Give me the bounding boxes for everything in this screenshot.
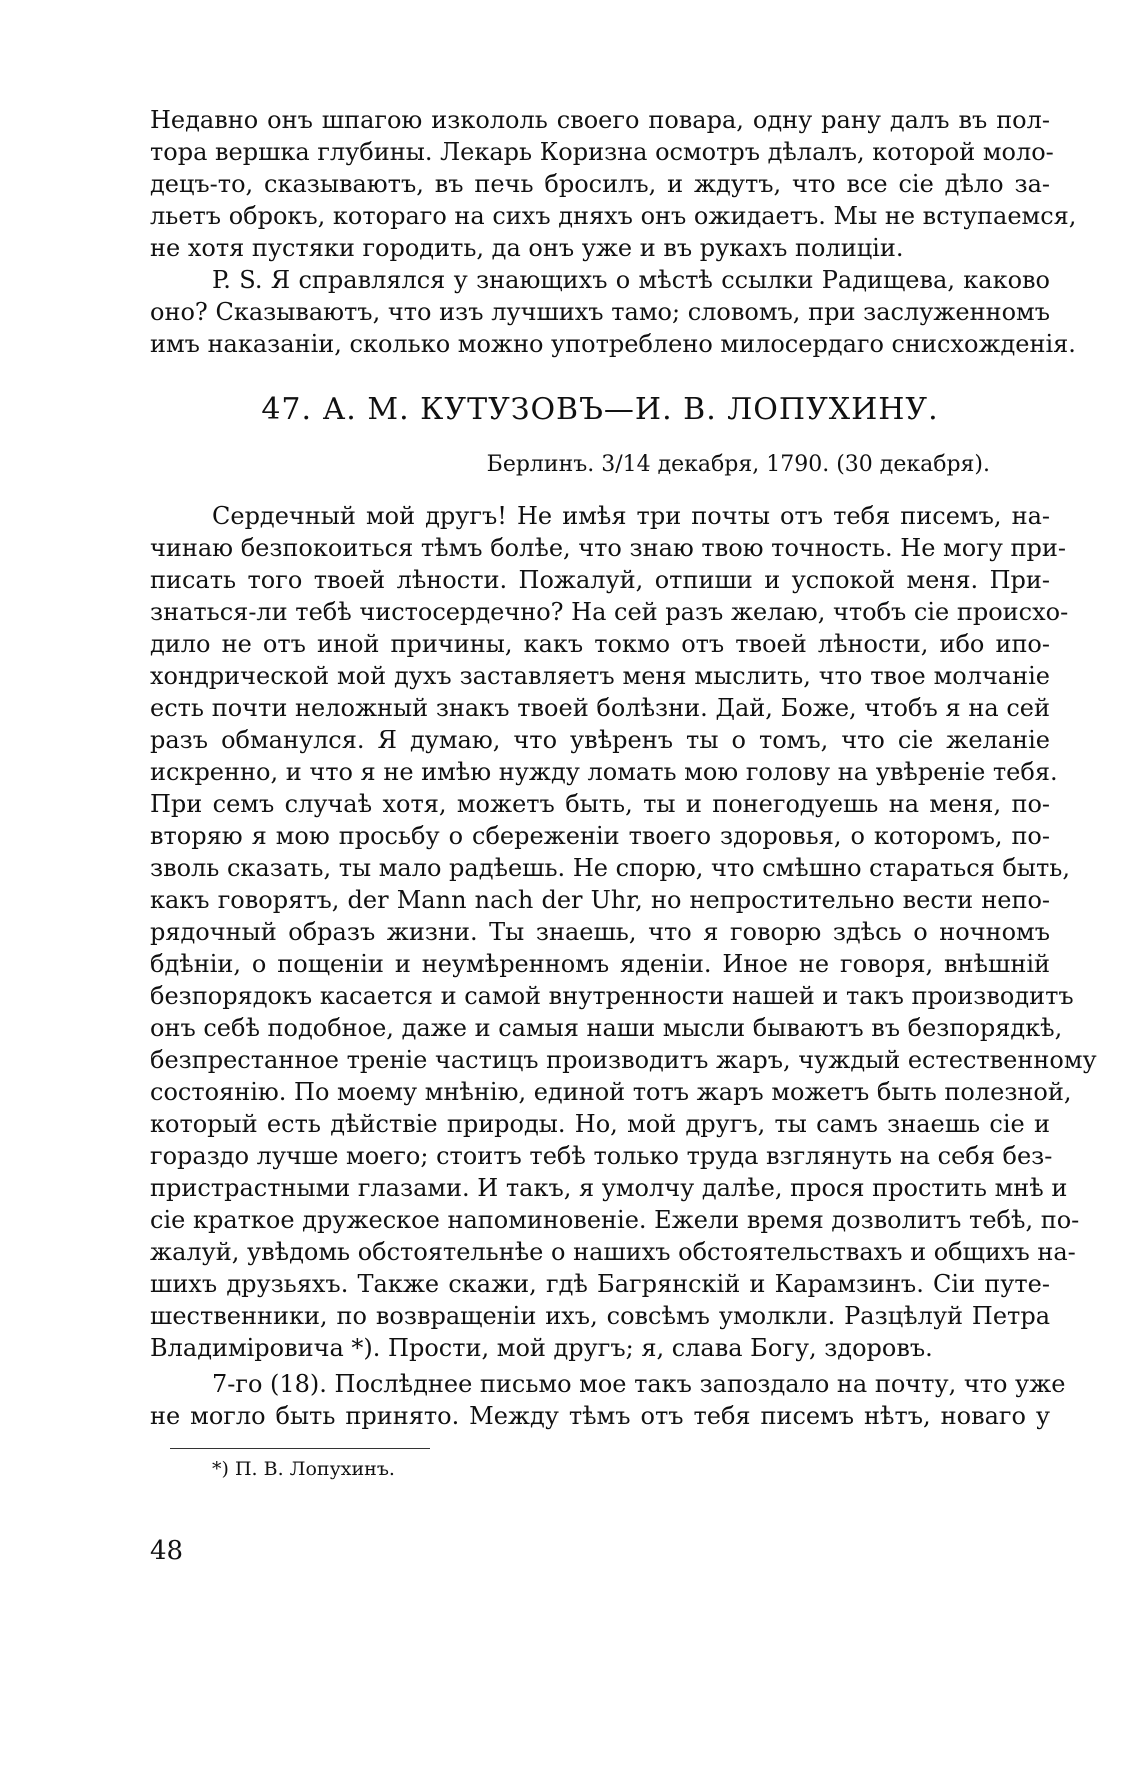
text-line: который есть дѣйствіе природы. Но, мой другъ, ты самъ знаешь сіе и bbox=[150, 1110, 1050, 1138]
text-line: 7-го (18). Послѣднее письмо мое такъ запоздало на почту, что уже bbox=[212, 1370, 1066, 1398]
text-line: Сердечный мой другъ! Не имѣя три почты отъ тебя писемъ, на- bbox=[212, 502, 1050, 530]
text-line: гораздо лучше моего; стоитъ тебѣ только труда взглянуть на себя без- bbox=[150, 1142, 1053, 1170]
text-line: вторяю я мою просьбу о сбереженіи твоего здоровья, о которомъ, по- bbox=[150, 822, 1050, 850]
text-line: тора вершка глубины. Лекарь Коризна осмотръ дѣлалъ, которой моло- bbox=[150, 138, 1054, 166]
text-line: безпорядокъ касается и самой внутренности нашей и такъ производитъ bbox=[150, 982, 1074, 1010]
text-line: бдѣніи, о пощеніи и неумѣренномъ ядeніи. Иное не говоря, внѣшній bbox=[150, 950, 1050, 978]
text-line: Владиміровича *). Прости, мой другъ; я, слава Богу, здоровъ. bbox=[150, 1334, 933, 1362]
text-line: искренно, и что я не имѣю нужду ломать мою голову на увѣреніе тебя. bbox=[150, 758, 1058, 786]
text-line: знаться-ли тебѣ чистосердечно? На сей разъ желаю, чтобъ сіе происхо- bbox=[150, 598, 1069, 626]
text-line: шественники, по возвращеніи ихъ, совсѣмъ умолкли. Разцѣлуй Петра bbox=[150, 1302, 1050, 1330]
text-line: онъ себѣ подобное, даже и самыя наши мысли бываютъ въ безпорядкѣ, bbox=[150, 1014, 1063, 1042]
text-line: разъ обманулся. Я думаю, что увѣренъ ты о томъ, что сіе желаніе bbox=[150, 726, 1050, 754]
text-line: льетъ оброкъ, котораго на сихъ дняхъ онъ ожидаетъ. Мы не вступаемся, bbox=[150, 202, 1077, 230]
text-line: рядочный образъ жизни. Ты знаешь, что я говорю здѣсь о ночномъ bbox=[150, 918, 1050, 946]
text-line: P. S. Я справлялся у знающихъ о мѣстѣ ссылки Радищева, каково bbox=[212, 266, 1050, 294]
page-number: 48 bbox=[150, 1536, 184, 1566]
letter-heading: 47. А. М. КУТУЗОВЪ—И. В. ЛОПУХИНУ. bbox=[261, 392, 939, 427]
text-line: не могло быть принято. Между тѣмъ отъ тебя писемъ нѣтъ, новаго у bbox=[150, 1402, 1050, 1430]
text-line: Недавно онъ шпагою изкололь своего повара, одну рану далъ въ пол- bbox=[150, 106, 1050, 134]
text-line: шихъ друзьяхъ. Также скажи, гдѣ Багрянскій и Карамзинъ. Сіи путе- bbox=[150, 1270, 1050, 1298]
text-line: оно? Сказываютъ, что изъ лучшихъ тамо; словомъ, при заслуженномъ bbox=[150, 298, 1050, 326]
text-line: сіе краткое дружеское напоминовеніе. Ежели время дозволитъ тебѣ, по- bbox=[150, 1206, 1080, 1234]
letter-dateline: Берлинъ. 3/14 декабря, 1790. (30 декабря). bbox=[486, 452, 990, 477]
text-line: зволь сказать, ты мало радѣешь. Не спорю, что смѣшно стараться быть, bbox=[150, 854, 1070, 882]
text-line: жалуй, увѣдомь обстоятельнѣе о нашихъ обстоятельствахъ и общихъ на- bbox=[150, 1238, 1076, 1266]
text-line: писать того твоей лѣности. Пожалуй, отпиши и успокой меня. При- bbox=[150, 566, 1050, 594]
text-line: чинаю безпокоиться тѣмъ болѣе, что знаю твою точность. Не могу при- bbox=[150, 534, 1066, 562]
text-line: состоянію. По моему мнѣнію, единой тотъ жаръ можетъ быть полезной, bbox=[150, 1078, 1072, 1106]
text-line: какъ говорятъ, der Mann nach der Uhr, но непростительно вести непо- bbox=[150, 886, 1050, 914]
text-line: децъ-то, сказываютъ, въ печь бросилъ, и ждутъ, что все сіе дѣло за- bbox=[150, 170, 1050, 198]
footnote-rule bbox=[170, 1448, 430, 1449]
text-line: есть почти неложный знакъ твоей болѣзни. Дай, Боже, чтобъ я на сей bbox=[150, 694, 1050, 722]
text-line: не хотя пустяки городить, да онъ уже и въ рукахъ полиціи. bbox=[150, 234, 904, 262]
text-line: При семъ случаѣ хотя, можетъ быть, ты и понегодуешь на меня, по- bbox=[150, 790, 1050, 818]
text-line: хондрической мой духъ заставляетъ меня мыслить, что твое молчаніе bbox=[150, 662, 1050, 690]
text-line: пристрастными глазами. И такъ, я умолчу далѣе, прося простить мнѣ и bbox=[150, 1174, 1068, 1202]
footnote: *) П. В. Лопухинъ. bbox=[212, 1458, 395, 1480]
text-line: безпрестанное треніе частицъ производитъ жаръ, чуждый естественному bbox=[150, 1046, 1097, 1074]
text-line: имъ наказаніи, сколько можно употреблено милосердаго снисхожденія. bbox=[150, 330, 1076, 358]
text-line: дило не отъ иной причины, какъ токмо отъ твоей лѣности, ибо ипо- bbox=[150, 630, 1050, 658]
